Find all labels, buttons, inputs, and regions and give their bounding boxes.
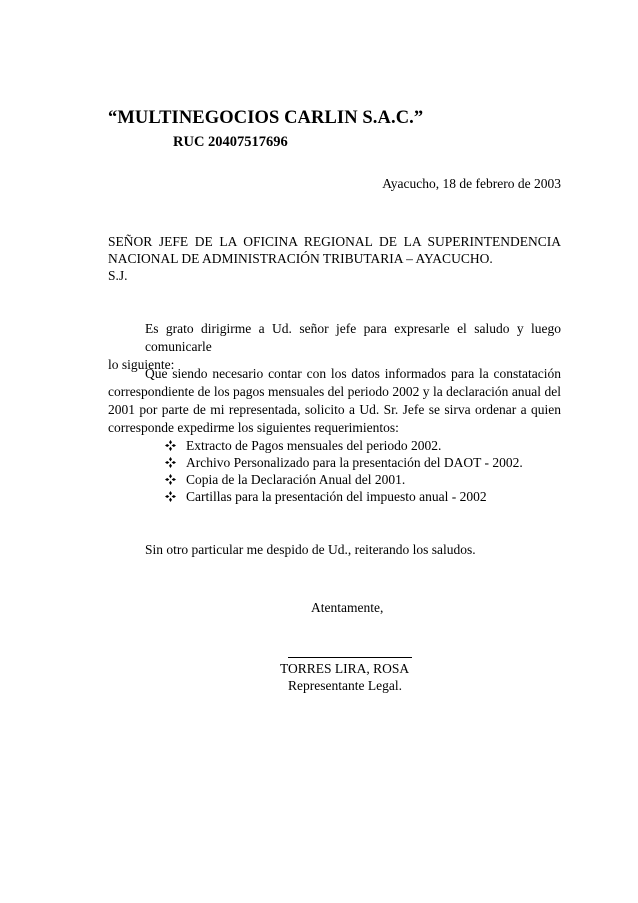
signer-role: Representante Legal. (288, 678, 402, 693)
company-name: “MULTINEGOCIOS CARLIN S.A.C.” (108, 108, 424, 128)
addressee-block (108, 233, 561, 284)
regards: Atentamente, (311, 600, 384, 615)
list-item (165, 488, 523, 505)
addressee-line: NACIONAL DE ADMINISTRACIÓN TRIBUTARIA – AYACUCHO. (108, 251, 493, 266)
company-ruc: RUC 20407517696 (173, 134, 288, 150)
list-item (165, 437, 523, 454)
requirements-list (165, 437, 523, 505)
addressee-line: SEÑOR JEFE DE LA OFICINA REGIONAL DE LA SUPERINTENDENCIA (108, 234, 561, 249)
closing-sentence: Sin otro particular me despido de Ud., reiterando los saludos. (145, 542, 476, 557)
signer-name: TORRES LIRA, ROSA (280, 661, 410, 676)
paragraph-line: correspondiente de los pagos mensuales del periodo 2002 y la declaración anual del (108, 384, 561, 399)
list-item (165, 454, 523, 471)
paragraph-line: 2001 por parte de mi representada, solicito a Ud. Sr. Jefe se sirva ordenar a quien (108, 402, 561, 417)
requirement-text: Copia de la Declaración Anual del 2001. (186, 472, 406, 487)
paragraph-line: lo siguiente: (108, 357, 175, 372)
four-diamond-bullet-icon (165, 440, 176, 451)
paragraph-line: Es grato dirigirme a Ud. señor jefe para expresarle el saludo y luego comunicarle (145, 321, 561, 354)
body-paragraph-2 (108, 365, 561, 437)
four-diamond-bullet-icon (165, 474, 176, 485)
requirement-text: Cartillas para la presentación del impuesto anual - 2002 (186, 489, 487, 504)
list-item (165, 471, 523, 488)
paragraph-line: Que siendo necesario contar con los datos informados para la constatación (145, 366, 561, 381)
four-diamond-bullet-icon (165, 457, 176, 468)
letter-date: Ayacucho, 18 de febrero de 2003 (382, 176, 561, 191)
requirement-text: Archivo Personalizado para la presentación del DAOT - 2002. (186, 455, 523, 470)
requirement-text: Extracto de Pagos mensuales del periodo 2002. (186, 438, 442, 453)
paragraph-line: corresponde expedirme los siguientes requerimientos: (108, 420, 399, 435)
signature-line (288, 657, 412, 658)
four-diamond-bullet-icon (165, 491, 176, 502)
addressee-line: S.J. (108, 268, 128, 283)
